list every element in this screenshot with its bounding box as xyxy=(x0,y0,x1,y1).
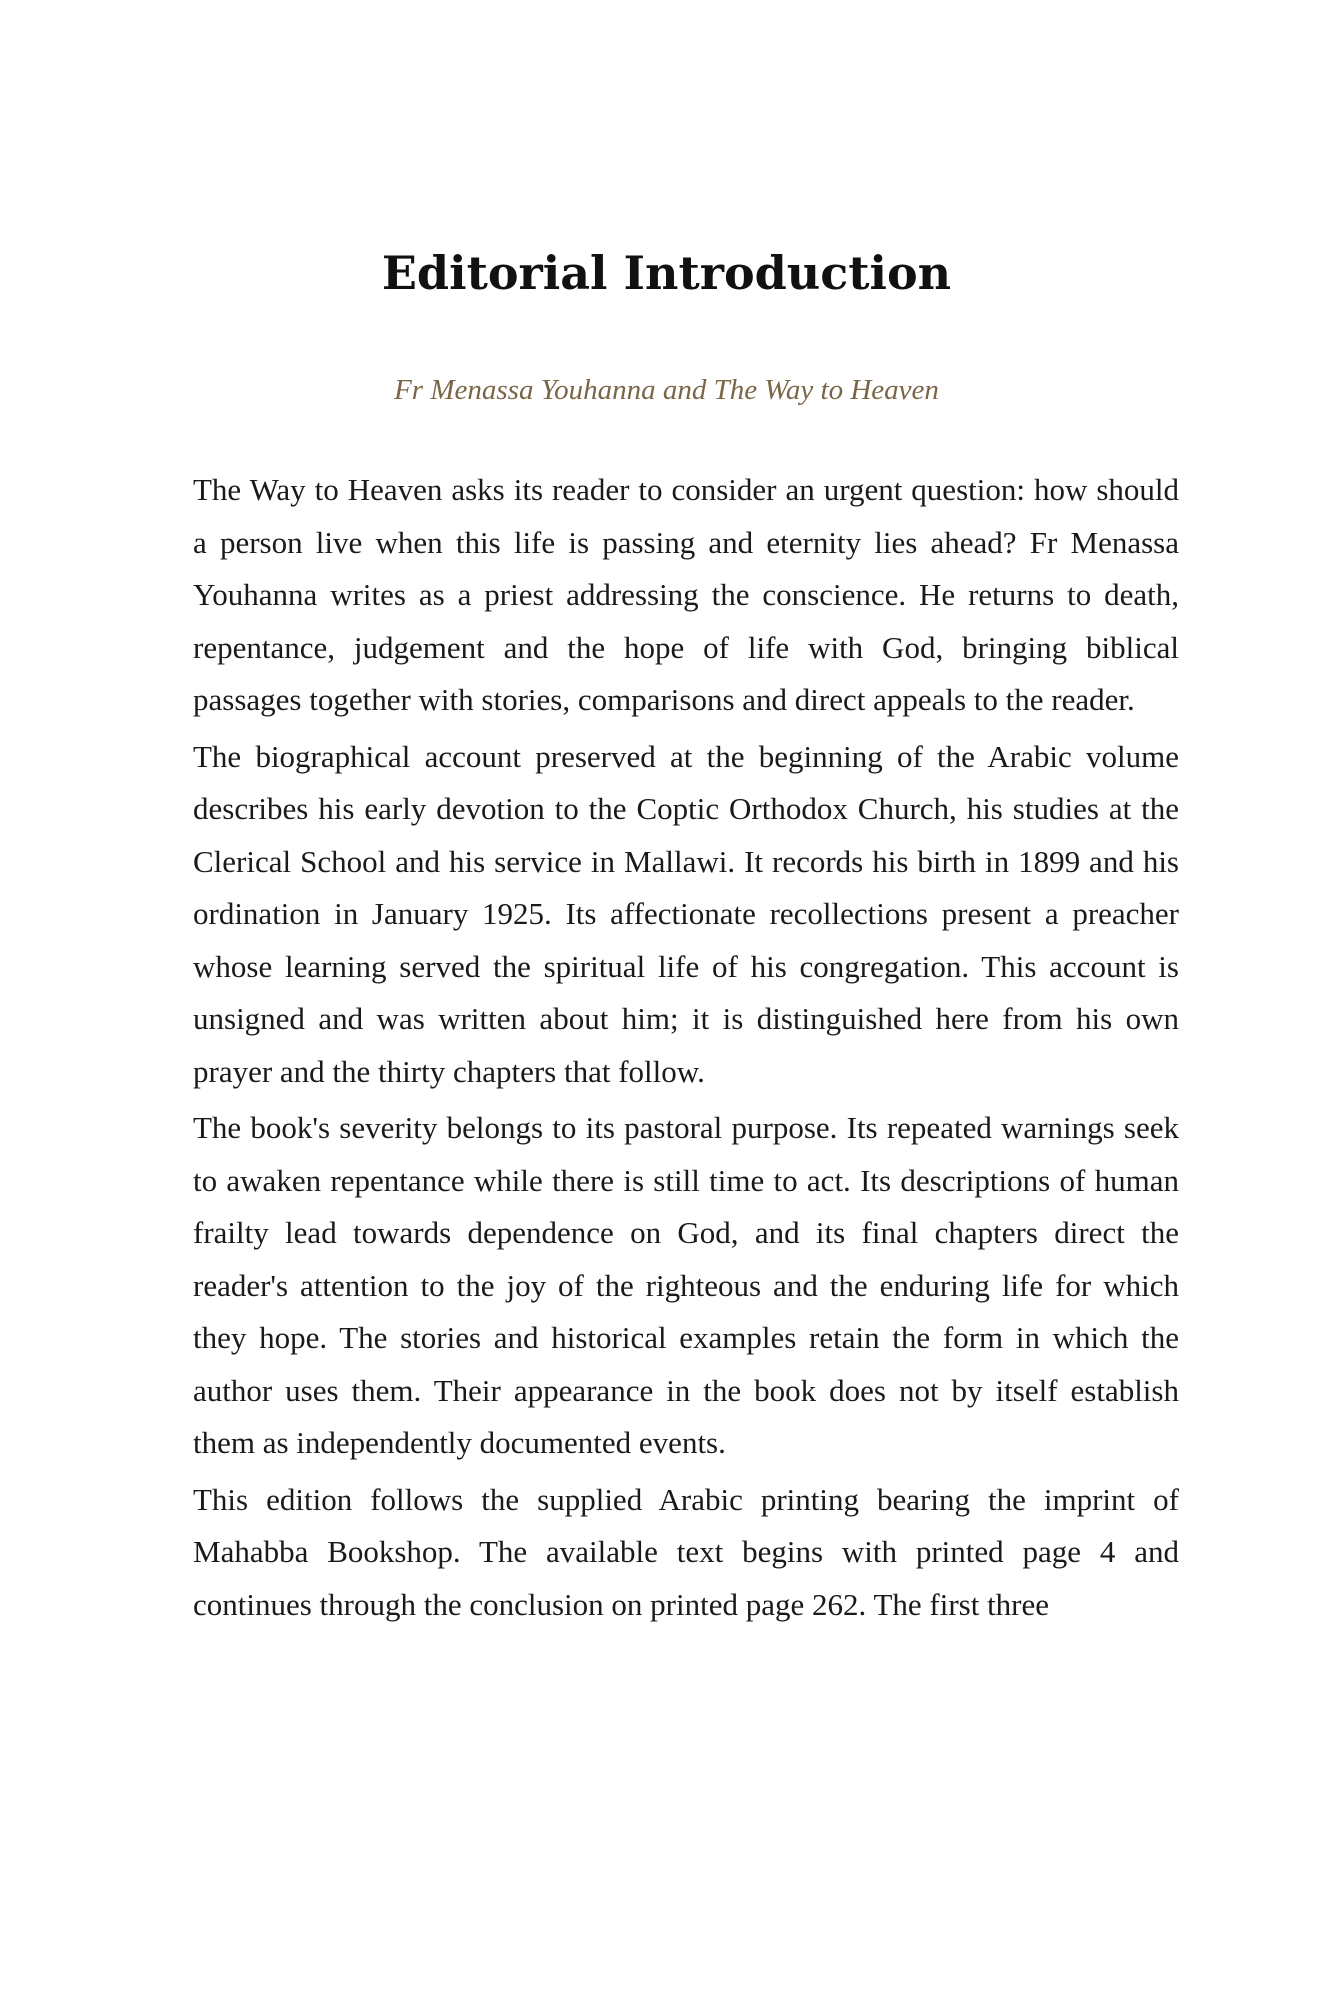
paragraph: The Way to Heaven asks its reader to consider an urgent question: how should a person live when this life is passing and eternity lies ahead? Fr Menassa Youhanna writes as a priest addressing the conscience. He returns to death, repentance, judgement and the hope of life with God, bringing biblical passages together with stories, comparisons and direct appeals to the reader. xyxy=(193,472,1179,717)
paragraph: The book's severity belongs to its pastoral purpose. Its repeated warnings seek to awaken repentance while there is still time to act. Its descriptions of human frailty lead towards dependence on God, and its final chapters direct the reader's attention to the joy of the righteous and the enduring life for which they hope. The stories and historical examples retain the form in which the author uses them. Their appearance in the book does not by itself establish them as independently documented events. xyxy=(193,1110,1179,1460)
paragraph: The biographical account preserved at the beginning of the Arabic volume describes his early devotion to the Coptic Orthodox Church, his studies at the Clerical School and his service in Mallawi. It records his birth in 1899 and his ordination in January 1925. Its affectionate recollections present a preacher whose learning served the spiritual life of his congregation. This account is unsigned and was written about him; it is distinguished here from his own prayer and the thirty chapters that follow. xyxy=(193,738,1179,1089)
page-subtitle: Fr Menassa Youhanna and The Way to Heaven xyxy=(394,374,939,406)
body-text xyxy=(193,464,1179,1635)
page-title: Editorial Introduction xyxy=(381,246,952,300)
paragraph: This edition follows the supplied Arabic printing bearing the imprint of Mahabba Bookshop. The available text begins with printed page 4 and continues through the conclusion on printed page 262. The first three xyxy=(193,1481,1179,1622)
